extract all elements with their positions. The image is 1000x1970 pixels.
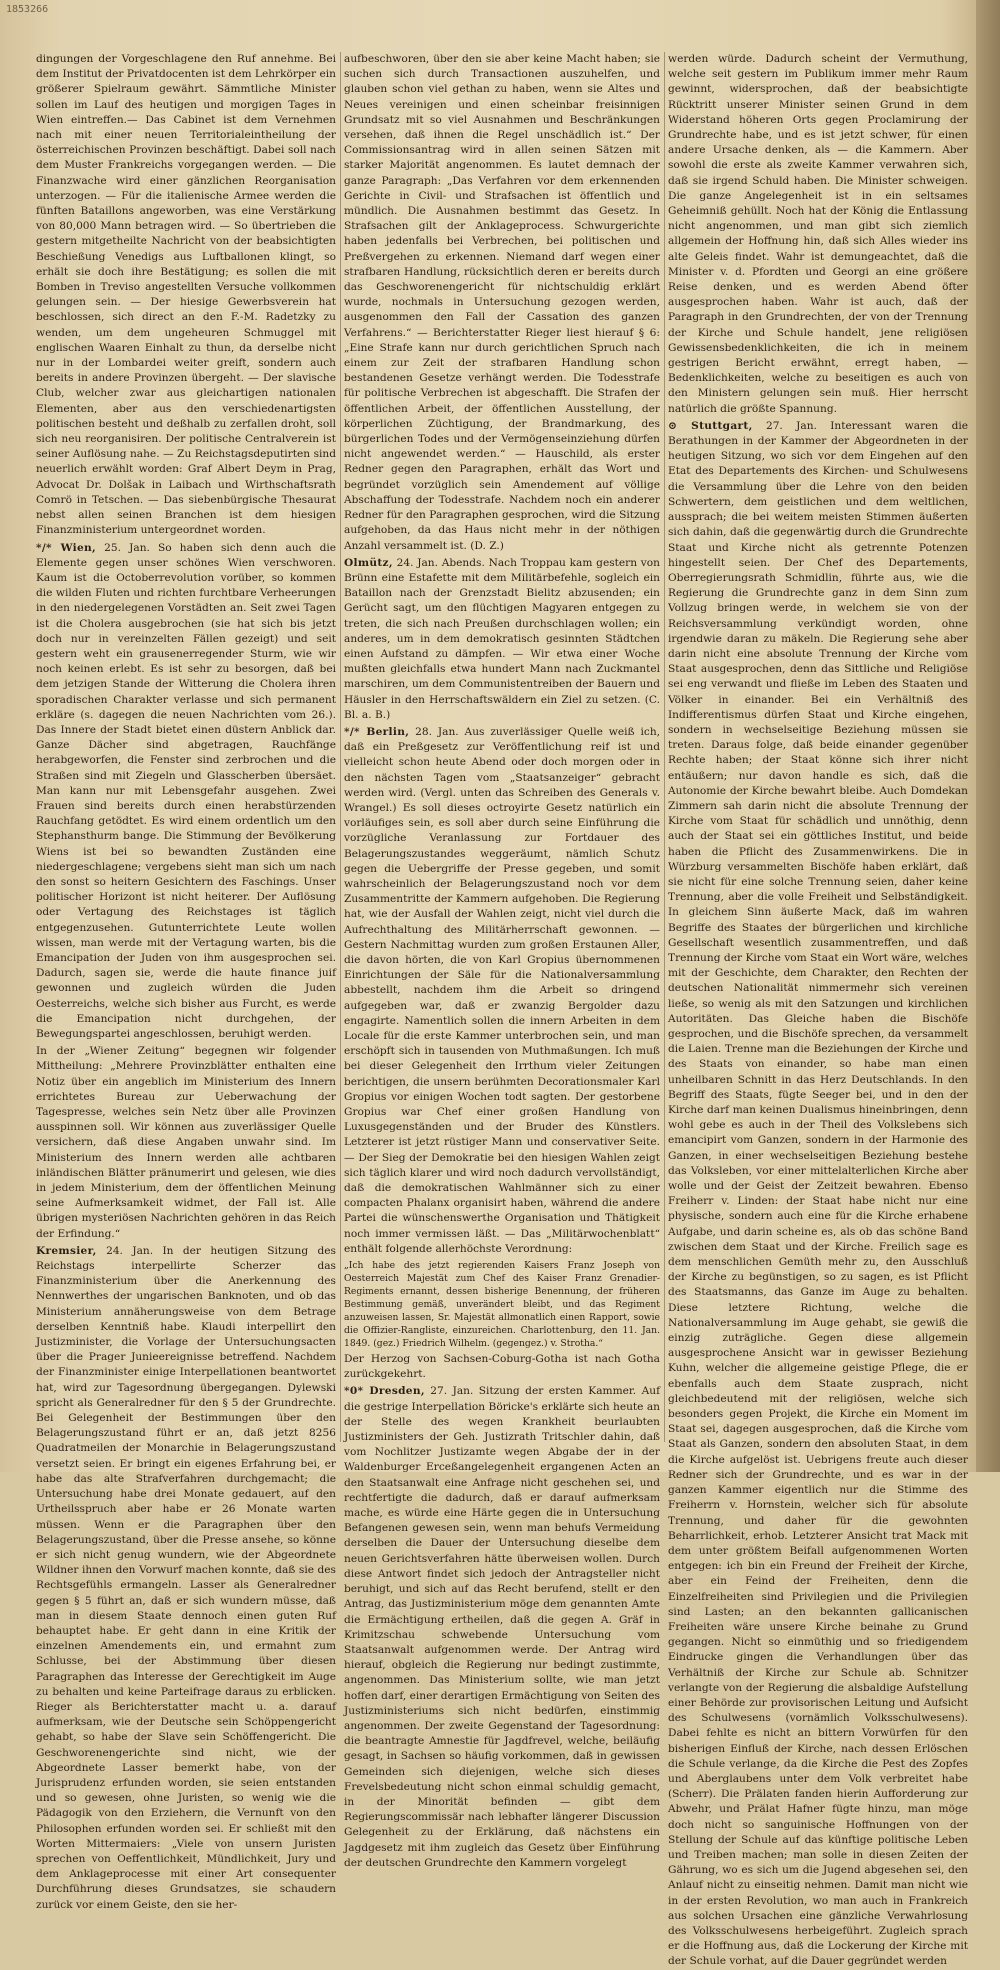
article-text: 28. Jan. Aus zuverlässiger Quelle weiß ich, daß ein Preßgesetz zur Veröffentlichung reif ist und vielleicht schon heute Abend oder doch morgen oder in den nächsten Tagen vom „Staatsanzeiger“ gebracht werden wird. (Vergl. unten das Schreiben des Generals v. Wrangel.) Es soll dieses octroyirte Gesetz natürlich ein vorläufiges sein, es soll aber durch seine Einführung die vorzügliche Veranlassung zur Fortdauer des Belagerungszustandes weggeräumt, nämlich Schutz gegen die Uebergriffe der Presse gegeben, und somit wahrscheinlich der Belagerungszustand noch vor dem Zusammentritte der Kammern aufgehoben. Die Regierung hat, wie der Ausfall der Wahlen zeigt, nicht viel durch die Aufrechthaltung des Militärherrschaft gewonnen. — Gestern Nachmittag wurden zum großen Erstaunen Aller, die davon hörten, die von Karl Gropius übernommenen Einrichtungen der Säle für die Nationalversammlung abbestellt, nachdem ihm die Arbeit so dringend aufgegeben war, daß er zwanzig Bergolder dazu engagirte. Namentlich sollen die innern Arbeiten in dem Locale für die erste Kammer unterbrochen sein, und man erschöpft sich in tausenden von Muthmaßungen. Ich muß bei dieser Gelegenheit den Irrthum vieler Zeitungen berichtigen, die unsern berühmten Decorationsmaler Karl Gropius vor einigen Wochen todt sagten. Der gestorbene Gropius war Chef einer großen Handlung von Luxusgegenständen und der Bruder des Künstlers. Letzterer ist jetzt rüstiger Mann und conservativer Seite. — Der Sieg der Demokratie bei den hiesigen Wahlen zeigt sich täglich klarer und wird noch dadurch vervollständigt, daß die demokratischen Wahlmänner sich zu einer compacten Phalanx organisirt haben, während die andere Partei die wünschenswerthe Organisation und Thätigkeit noch immer vermissen läßt. — Das „Militärwochenblatt“ enthält folgende allerhöchste Verordnung: bbox=[344, 725, 661, 1255]
article-stuttgart bbox=[668, 419, 968, 1970]
column-divider bbox=[340, 52, 341, 1442]
column-1 bbox=[36, 52, 337, 1911]
dateline-place: Olmütz, bbox=[344, 556, 393, 569]
article-paragraph: Der Herzog von Sachsen-Coburg-Gotha ist nach Gotha zurückgekehrt. bbox=[344, 1353, 660, 1381]
dateline-place: */* Berlin, bbox=[344, 725, 410, 738]
dateline-place: Kremsier, bbox=[36, 1244, 97, 1257]
article-text: 24. Jan. In der heutigen Sitzung des Reichstags interpellirte Scherzer das Finanzministerium über die Anerkennung des Nennwerthes der ungarischen Banknoten, und ob das Ministerium annäherungsweise von dem Betrage derselben Kenntniß habe. Klaudi interpellirt den Justizminister, die Vorlage der Untersuchungsacten über die Prager Junieereignisse betreffend. Nachdem der Finanzminister einige Interpellationen beantwortet hat, wird zur Tagesordnung übergegangen. Dylewski spricht als Generalredner für den § 5 der Grundrechte. Bei Gelegenheit der Bestimmungen über den Belagerungszustand führt er an, daß jetzt 8256 Quadratmeilen der Monarchie in Belagerungszustand versetzt seien. Er bringt ein eigenes Erfahrung bei, er habe das alte Strafverfahren durchgemacht; die Untersuchung habe drei Monate gedauert, auf den Urtheilsspruch aber habe er 26 Monate warten müssen. Wenn er die Paragraphen über den Belagerungszustand, über die Presse ansehe, so könne er sich nicht genug wundern, wie der Abgeordnete Wildner ihnen den Vorwurf machen konnte, daß sie des Rechtsgefühls ermangeln. Lasser als Generalredner gegen § 5 führt an, daß er sich wundern müsse, daß man in diesem Staate dennoch einen guten Ruf behauptet habe. Er geht dann in eine Kritik der einzelnen Amendements ein, und ermahnt zum Schlusse, bei der Abstimmung über diesen Paragraphen das Interesse der Gerechtigkeit im Auge zu behalten und keine Parteifrage daraus zu erblicken. Rieger als Berichterstatter macht u. a. darauf aufmerksam, wie der Deutsche sein Schöppengericht gehabt, so habe der Slave sein Schöffengericht. Die Geschworenengerichte sind nicht, wie der Abgeordnete Lasser bemerkt habe, von der Jurisprudenz erfunden worden, sie seien entstanden und so gewesen, ohne Juristen, so wenig wie die Pädagogik von den Erziehern, die Vernunft von den Philosophen erfunden worden sei. Er schließt mit den Worten Mittermaiers: „Viele von unsern Juristen sprechen von Oeffentlichkeit, Mündlichkeit, Jury und dem Anklageprocesse mit einer Art consequenter Durchführung dieses Grundsatzes, sie schaudern zurück vor einem Geiste, den sie her- bbox=[36, 1244, 336, 1911]
article-text: 27. Jan. Interessant waren die Berathungen in der Kammer der Abgeordneten in der heutigen Sitzung, wo sich vor dem Eingehen auf den Etat des Departements des Kirchen- und Schulwesens die Versammlung über die Lehre von den beiden Schwertern, dem geistlichen und dem weltlichen, aussprach; die bei weitem meisten Stimmen äußerten sich dahin, daß die gegenwärtig durch die Grundrechte Staat und Kirche nicht als getrennte Potenzen hingestellt seien. Der Chef des Departements, Oberregierungsrath Schmidlin, führte aus, wie die Regierung die Grundrechte ganz in dem Sinn zum Vollzug bringen werde, in welchem sie von der Reichsversammlung verkündigt worden, ohne irgendwie daran zu mäkeln. Die Regierung sehe aber darin nicht eine absolute Trennung der Kirche vom Staat ausgesprochen, denn das Sittliche und Religiöse sei eng verwandt und fließe im Leben des Staaten und Völker in einander. Bei ein Verhältniß des Indifferentismus dürfen Staat und Kirche eingehen, sondern in wechselseitige Beziehung müssen sie treten. Daraus folge, daß beide einander gegenüber Rechte haben; der Staat könne sich ihrer nicht entäußern; nur davon handle es sich, daß die Autonomie der Kirche bewahrt bleibe. Auch Domdekan Zimmern sah darin nicht die absolute Trennung der Kirche vom Staat für schädlich und unnöthig, denn auch der Staat sei ein göttliches Institut, und beide haben die Pflicht des Zusammenwirkens. Die in Würzburg versammelten Bischöfe haben erklärt, daß sie nicht für eine solche Trennung seien, daher keine Trennung, aber die volle Freiheit und Selbständigkeit. In gleichem Sinn äußerte Mack, daß im wahren Begriffe des Staates der bürgerlichen und kirchliche Gesellschaft wesentlich zusammentreffen, und daß Trennung der Kirche vom Staat ein Wort wäre, welches mit der Geschichte, dem Charakter, den Rechten der deutschen Nationalität nimmermehr sich vereinen ließe, so wenig als mit den Satzungen und kirchlichen Autoritäten. Das Gleiche haben die Bischöfe gesprochen, und die Bischöfe sprechen, da versammelt die Laien. Trenne man die Beziehungen der Kirche und des Staats von einander, so habe man einen unheilbaren Schnitt in das Herz Deutschlands. In den Begriff des Staats, fügte Seeger bei, und in den der Kirche darf man keinen Dualismus hineinbringen, denn wohl gebe es auch in der Theil des Volkslebens sich emancipirt vom Ganzen, sondern in der Harmonie des Ganzen, in einer wechselseitigen Beziehung bestehe das Volksleben, vor einer mittelalterlichen Kirche aber wolle und der Geist der Zeitzeit bewahren. Ebenso Freiherr v. Linden: der Staat habe nicht nur eine physische, sondern auch eine für die Kirche erhabene Aufgabe, und darin scheine es, als ob das schöne Band zwischen dem Staat und der Kirche. Freilich sage es dem menschlichen Gemüth mehr zu, den Ausschluß der Kirche zu begünstigen, so zu sagen, es ist Pflicht des Staatsmanns, das Ganze im Auge zu behalten. Diese letztere Richtung, welche die Nationalversammlung im Auge gehabt, sie gewiß die einzig zuträgliche. Gegen diese allgemein ausgesprochene Ansicht war in gewisser Beziehung Kuhn, welcher die allgemeine geistige Pflege, die er ebenfalls auch dem Staate zusprach, nicht gleichbedeutend mit der religiösen, welche sich besonders gegen Projekt, die Kirche ein Moment im Staat sei, dagegen ausgesprochen, daß die Kirche vom Staat als Ganzen, sondern den absoluten Staat, in dem die Kirche aufgelöst ist. Uebrigens freute auch dieser Redner sich der Grundrechte, und es war in der ganzen Kammer eigentlich nur die Stimme des Freiherrn v. Hornstein, welcher sich für absolute Trennung, und daher für die gewohnten Beharrlichkeit, erhob. Letzterer Ansicht trat Mack mit dem unter größtem Beifall aufgenommenen Worten entgegen: ich bin ein Freund der Freiheit der Kirche, aber ein Feind der Freiheiten, denn die Einzelfreiheiten sind Privilegien und die Privilegien sind Lasten; an den bekannten gallicanischen Freiheiten wäre unsere Kirche beinahe zu Grund gegangen. Nicht so einmüthig und so friedigendem Eindrucke gingen die Verhandlungen über das Verhältniß der Kirche zur Schule ab. Schnitzer verlangte von der Regierung die alsbaldige Aufstellung einer Behörde zur provisorischen Leitung und Aufsicht des Schulwesens (vornämlich Volksschulwesens). Dabei fehlte es nicht an bittern Vorwürfen für den bisherigen Einfluß der Kirche, nach dessen Erlöschen die Schule verlange, da die Kirche die Pest des Zopfes und Aberglaubens unter dem Volk verbreitet habe (Scherr). Die Prälaten fanden hierin Aufforderung zur Abwehr, und Prälat Hafner fügte hinzu, man möge doch nicht so sanguinische Hoffnungen von der Stellung der Schule auf das künftige politische Leben und Treiben machen; man solle in diesen Zeiten der Gährung, wo es sich um die Jugend abgesehen sei, den Anlauf nicht zu einseitig nehmen. Damit man nicht wie in der ersten Revolution, wo man auch in Frankreich aus solchen Ursachen eine gänzliche Verwahrlosung des Volksschulwesens herbeigeführt. Zugleich sprach er die Hoffnung aus, daß die Lockerung der Kirche mit der Schule vorhat, auf die Dauer gegründet werden bbox=[668, 419, 969, 1968]
dateline-place: *0* Dresden, bbox=[344, 1385, 425, 1398]
article-text: 24. Jan. Abends. Nach Troppau kam gestern von Brünn eine Estafette mit dem Militärbefehle, sogleich ein Bataillon nach der Grenzstadt Bielitz abzusenden; ein Gerücht sagt, um den flüchtigen Magyaren entgegen zu treten, die sich nach Preußen durchschlagen wollen; ein anderes, um in dem demokratisch gesinnten Städtchen einen Aufstand zu dämpfen. — Wir etwa einer Woche mußten gleichfalls etwa hundert Mann nach Zuckmantel marschiren, um dem Communistentreiben der Bauern und Häusler in den Herrschaftswäldern ein Ziel zu setzen. (C. Bl. a. B.) bbox=[344, 556, 660, 721]
article-paragraph: aufbeschworen, über den sie aber keine Macht haben; sie suchen sich durch Transactionen auszuhelfen, und glauben schon viel gethan zu haben, wenn sie Altes und Neues vereinigen und einen scheinbar freisinnigen Grundsatz mit so viel Ausnahmen und Beschränkungen versehen, daß ihnen die Regel unschädlich ist.“ Der Commissionsantrag wird in allen seinen Sätzen mit starker Majorität angenommen. Es lautet demnach der ganze Paragraph: „Das Verfahren vor dem erkennenden Gerichte in Civil- und Strafsachen ist öffentlich und mündlich. Die Ausnahmen bestimmt das Gesetz. In Strafsachen gilt der Anklageprocess. Schwurgerichte haben jedenfalls bei Verbrechen, bei politischen und Preßvergehen zu erkennen. Niemand darf wegen einer strafbaren Handlung, rücksichtlich deren er bereits durch das Geschworenengericht für nichtschuldig erklärt wurde, nochmals in Untersuchung gezogen werden, ausgenommen den Fall der Cassation des ganzen Verfahrens.“ — Berichterstatter Rieger liest hierauf § 6: „Eine Strafe kann nur durch gerichtlichen Spruch nach einem zur Zeit der strafbaren Handlung schon bestandenen Gesetze verhängt werden. Die Todesstrafe für politische Verbrechen ist abgeschafft. Die Strafen der öffentlichen Arbeit, der öffentlichen Ausstellung, der körperlichen Züchtigung, der Brandmarkung, des bürgerlichen Todes und der Vermögenseinziehung dürfen nicht angewendet werden.“ — Hauschild, als erster Redner gegen den Paragraphen, erhält das Wort und begründet vorzüglich sein Amendement auf völlige Abschaffung der Todesstrafe. Nachdem noch ein anderer Redner für den Paragraphen gesprochen, wird die Sitzung aufgehoben, da das Haus nicht mehr in der nöthigen Anzahl versammelt ist. (D. Z.) bbox=[344, 53, 660, 552]
article-vienna bbox=[36, 541, 336, 1043]
royal-ordinance: „Ich habe des jetzt regierenden Kaisers Franz Joseph von Oesterreich Majestät zum Chef des Kaiser Franz Grenadier-Regiments ernannt, dessen bisherige Benennung, der früheren Bestimmung gemäß, unverändert bleibt, und das Regiment anzuweisen lassen, Sr. Majestät allmonatlich einen Rapport, sowie die Offizier-Rangliste, einzureichen. Charlottenburg, den 11. Jan. 1849. (gez.) Friedrich Wilhelm. (gegengez.) v. Strotha.“ bbox=[344, 1260, 660, 1350]
article-olmuetz bbox=[344, 556, 660, 723]
page-binding-edge bbox=[976, 0, 1000, 1472]
article-text: 27. Jan. Sitzung der ersten Kammer. Auf die gestrige Interpellation Böricke's erklärte sich heute an der Stelle des wegen Krankheit beurlaubten Justizministers der Geh. Justizrath Tritschler dahin, daß vom Nochlitzer Justizamte wegen Abgabe der in der Waldenburger Erceßangelegenheit ergangenen Acten an den Staatsanwalt eine Anfrage nicht geschehen sei, und rechtfertigte die dadurch, daß er darauf aufmerksam mache, es würde eine Härte gegen die in Untersuchung Befangenen gewesen sein, wenn man behufs Vermeidung derselben die Dauer der Untersuchung dieselbe dem neuen Gerichtsverfahren hätte überweisen wollen. Durch diese Antwort findet sich jedoch der Antragsteller nicht beruhigt, und sich auf das Recht berufend, stellt er den Antrag, das Justizministerium möge dem genannten Amte die Ermächtigung ertheilen, daß die gegen A. Gräf in Krimitzschau schwebende Untersuchung vom Staatsanwalt aufgenommen werde. Der Antrag wird hierauf, obgleich die Regierung nur bedingt zustimmte, angenommen. Das Ministerium sollte, wie man jetzt hoffen darf, einer derartigen Ermächtigung von Seiten des Justizministeriums sich nicht bedürfen, einstimmig angenommen. Der zweite Gegenstand der Tagesordnung: die beantragte Amnestie für Jagdfrevel, welche, beiläufig gesagt, in Sachsen so häufig vorkommen, daß in gewissen Gemeinden sich diejenigen, welche sich dieses Frevelsbedeutung nicht schon einmal schuldig gemacht, in der Minorität befinden — gibt dem Regierungscommissär nach lebhafter längerer Discussion Gelegenheit zu der Erklärung, daß nächstens ein Jagdgesetz mit ihm zugleich das Gesetz über Einführung der deutschen Grundrechte den Kammern vorgelegt bbox=[344, 1385, 661, 1869]
article-text: 25. Jan. So haben sich denn auch die Elemente gegen unser schönes Wien verschworen. Kaum ist die Octoberrevolution vorüber, so kommen die wilden Fluten und richten furchtbare Verheerungen in den niedergelegenen Vorstädten an. Seit zwei Tagen ist die Cholera ausgebrochen (sie hat sich bis jetzt doch nur in vereinzelten Fällen gezeigt) und seit gestern weht ein grausenerregender Sturm, wie wir noch keinen erlebt. Es ist sehr zu besorgen, daß bei dem jetzigen Stande der Witterung die Cholera ihren sporadischen Charakter verlasse und sich permanent erkläre (s. dagegen die neuen Nachrichten vom 26.). Das Innere der Stadt bietet einen düstern Anblick dar. Ganze Dächer sind abgetragen, Rauchfänge herabgeworfen, die Fenster sind zerbrochen und die Straßen sind mit Ziegeln und Glasscherben übersäet. Man kann nur mit Lebensgefahr ausgehen. Zwei Frauen sind bereits durch einen herabstürzenden Rauchfang getödtet. Es wird einem ordentlich um den Stephansthurm bange. Die Stimmung der Bevölkerung Wiens ist bei so bewandten Zuständen eine niedergeschlagene; vergebens sieht man sich um nach den sonst so heitern Gesichtern des Faschings. Unser politischer Horizont ist nicht heiterer. Der Auflösung oder Vertagung des Reichstages ist täglich entgegenzusehen. Gutunterrichtete Leute wollen wissen, man werde mit der Vertagung warten, bis die Emancipation der Juden von ihm ausgesprochen sei. Dadurch, sagen sie, werde die haute finance juif gewonnen und zugleich würden die Juden Oesterreichs, welche sich bisher aus Furcht, es werde die Emancipation nicht durchgehen, der Bewegungspartei angeschlossen, beruhigt werden. bbox=[36, 541, 337, 1040]
article-paragraph: werden würde. Dadurch scheint der Vermuthung, welche seit gestern im Publikum immer mehr Raum gewinnt, widersprochen, daß der beabsichtigte Rücktritt unserer Minister seinen Grund in dem Widerstand höheren Orts gegen Proclamirung der Grundrechte habe, und es ist jetzt schwer, für einen andere Ursache denken, als — die Kammern. Aber sowohl die erste als zweite Kammer verwahren sich, daß sie irgend Schuld haben. Die Minister schweigen. Die ganze Angelegenheit ist in ein seltsames Geheimniß gehüllt. Noch hat der König die Entlassung nicht angenommen, und man gibt sich ziemlich allgemein der Hoffnung hin, daß sich Alles wieder ins alte Geleis findet. Wahr ist demungeachtet, daß die Minister v. d. Pfordten und Georgi an eine größere Reise denken, und es werden Abend öfter ausgesprochen haben. Wahr ist auch, daß der Paragraph in den Grundrechten, der von der Trennung der Kirche und Schule handelt, jene religiösen Gewissensbedenklichkeiten, die ich in meinem gestrigen Bericht erwähnt, erregt haben, — Bedenklichkeiten, welche zu beseitigen es auch von den Ministern gelungen sein muß. Hier herrscht natürlich die größte Spannung. bbox=[668, 53, 968, 415]
archive-stamp: 1853266 bbox=[6, 4, 49, 15]
column-3 bbox=[668, 52, 969, 1968]
article-paragraph: dingungen der Vorgeschlagene den Ruf annehme. Bei dem Institut der Privatdocenten ist dem Lehrkörper ein größerer Spielraum gewährt. Sämmtliche Minister sollen im Lauf des heutigen und morgigen Tages in Wien eintreffen.— Das Cabinet ist dem Vernehmen nach mit einer neuen Territorialeintheilung der österreichischen Provinzen beschäftigt. Dabei soll nach dem Muster Frankreichs vorgegangen werden. — Die Finanzwache wird einer gänzlichen Reorganisation unterzogen. — Für die italienische Armee werden die fünften Bataillons angeworben, was eine Verstärkung von 80,000 Mann betragen wird. — So übertrieben die gestern mitgetheilte Nachricht von der beabsichtigten Beschießung Venedigs aus Luftballonen klingt, so erhält sie doch ihre Bestätigung; es sollen die mit Bomben in Treviso angestellten Versuche vollkommen gelungen sein. — Der hiesige Gewerbsverein hat beschlossen, sich direct an den F.-M. Radetzky zu wenden, um dem ungeheuren Schmuggel mit englischen Waaren Einhalt zu thun, da derselbe nicht nur in der Lombardei weiter greift, sondern auch bereits in andere Provinzen übergeht. — Der slavische Club, welcher zwar aus gleichartigen nationalen Elementen, aber aus den verschiedenartigsten politischen besteht und deßhalb zu zerfallen droht, soll sich neu reorganisiren. Der politische Centralverein ist seiner Auflösung nahe. — Zu Reichstagsdeputirten sind neuerlich erwählt worden: Graf Albert Deym in Prag, Advocat Dr. Dolšak in Laibach und Wirthschaftsrath Comrö in Tetschen. — Das siebenbürgische Thesaurat nebst allen seinen Branchen ist dem hiesigen Finanzministerium untergeordnet worden. bbox=[36, 53, 336, 537]
dateline-place: */* Wien, bbox=[36, 541, 96, 554]
article-kremsier bbox=[36, 1244, 336, 1913]
dateline-place: ⊙ Stuttgart, bbox=[668, 419, 753, 432]
column-2 bbox=[344, 52, 661, 1869]
column-divider bbox=[664, 52, 665, 1442]
article-paragraph: In der „Wiener Zeitung“ begegnen wir folgender Mittheilung: „Mehrere Provinzblätter enthalten eine Notiz über ein angeblich im Ministerium des Innern errichtetes Bureau zur Ueberwachung der Tagespresse, welches sein Netz über alle Provinzen ausspinnen soll. Wir können aus zuverlässiger Quelle versichern, daß diese Angaben unwahr sind. Im Ministerium des Innern werden alle achtbaren inländischen Blätter pränumerirt und gelesen, wie dies in jedem Ministerium, dem der öffentlichen Meinung seine Aufmerksamkeit widmet, der Fall ist. Alle übrigen mysteriösen Nachrichten gehören in das Reich der Erfindung.“ bbox=[36, 1045, 336, 1240]
article-berlin bbox=[344, 725, 660, 1257]
article-dresden bbox=[344, 1384, 660, 1871]
